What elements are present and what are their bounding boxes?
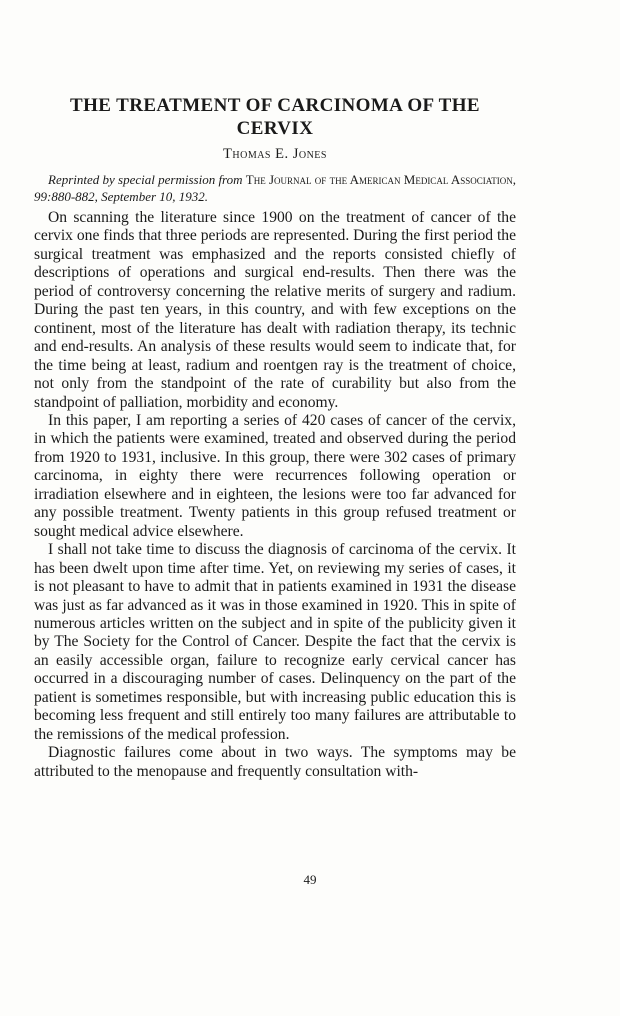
journal-name: The Journal of the American Medical Association,: [245, 172, 516, 187]
author-name: Thomas E. Jones: [223, 146, 327, 162]
reprint-prefix: Reprinted by special permission from: [48, 172, 243, 187]
article-page: [34, 94, 516, 781]
paragraph-2: In this paper, I am reporting a series of 420 cases of cancer of the cervix, in which the patients were examined, treated and observed during the period from 1920 to 1931, inclusive. In this group, there were 302 cases of primary carcinoma, in eighty there were recurrences following operation or irradiation elsewhere and in eighteen, the lesions were too far advanced for any possible treatment. Twenty patients in this group refused treatment or sought medical advice elsewhere.: [34, 411, 516, 540]
paragraph-3: I shall not take time to discuss the diagnosis of carcinoma of the cervix. It has been dwelt upon time after time. Yet, on reviewing my series of cases, it is not pleasant to have to admit that in patients examined in 1931 the disease was just as far advanced as it was in those examined in 1920. This in spite of numerous articles written on the subject and in spite of the publicity given it by The Society for the Control of Cancer. Despite the fact that the cervix is an easily accessible organ, failure to recognize early cervical cancer has occurred in a discouraging number of cases. Delinquency on the part of the patient is sometimes responsible, but with increasing public education this is becoming less frequent and still entirely too many failures are attributable to the remissions of the medical profession.: [34, 541, 516, 743]
paragraph-1: On scanning the literature since 1900 on the treatment of cancer of the cervix one finds that three periods are represented. During the first period the surgical treatment was emphasized and the reports consisted chiefly of descriptions of operations and surgical end-results. Then there was the period of controversy concerning the relative merits of surgery and radium. During the past ten years, in this country, and with few exceptions on the continent, most of the literature has dealt with radiation therapy, its technic and end-results. An analysis of these results would seem to indicate that, for the time being at least, radium and roentgen ray is the treatment of choice, not only from the standpoint of the rate of curability but also from the standpoint of palliation, morbidity and economy.: [34, 209, 516, 411]
title-line-1: THE TREATMENT OF CARCINOMA OF THE: [70, 95, 480, 116]
paragraph-4: Diagnostic failures come about in two ways. The symptoms may be attributed to the menopause and frequently consultation with-: [34, 744, 516, 780]
article-body: [34, 209, 516, 781]
page-number: 49: [303, 872, 317, 887]
title-line-2: CERVIX: [236, 118, 314, 139]
article-title: [34, 94, 516, 140]
reprint-notice: [34, 171, 516, 205]
citation: 99:880-882, September 10, 1932.: [34, 189, 209, 204]
